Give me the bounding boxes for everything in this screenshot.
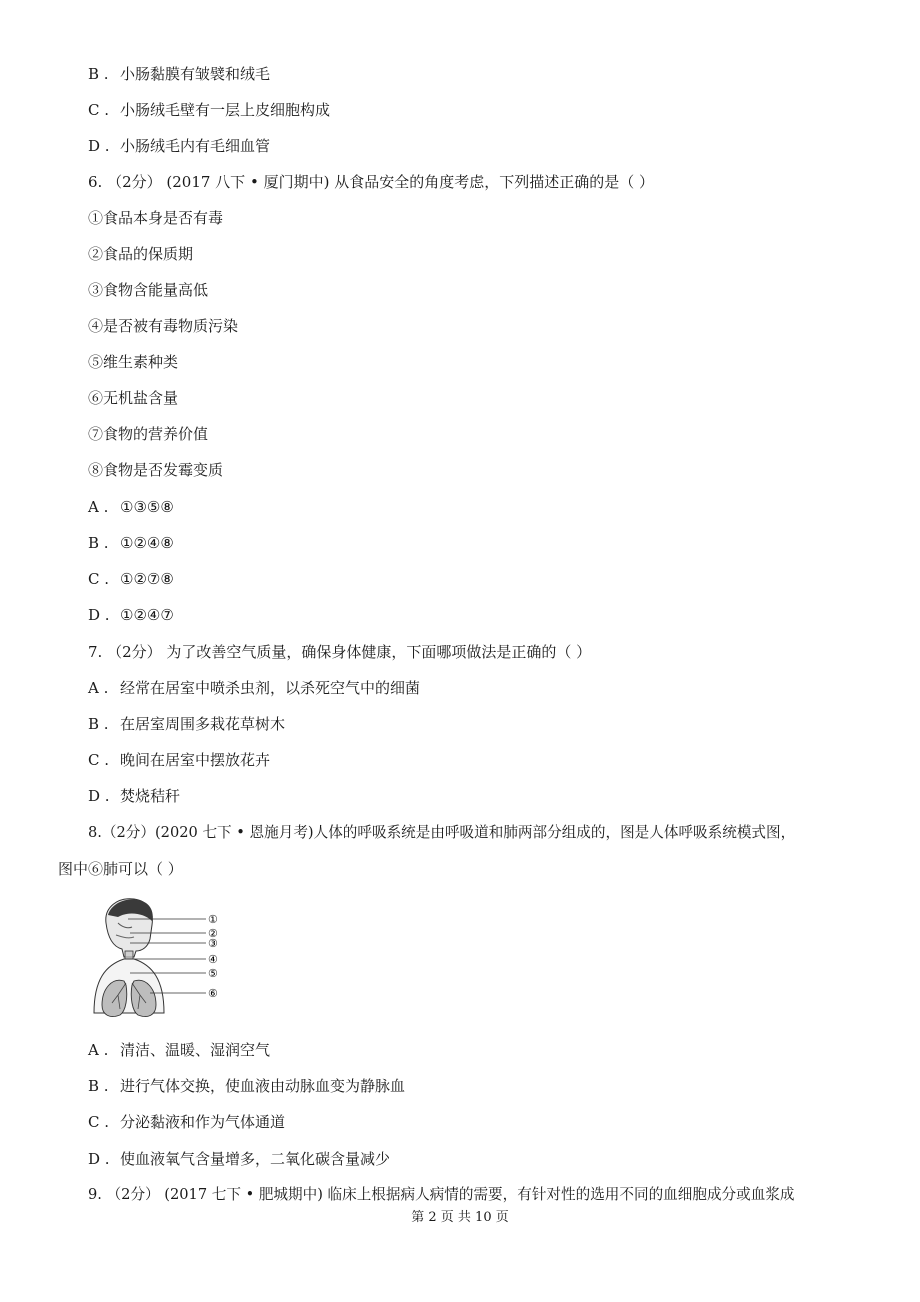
q5-option-b: B . 小肠黏膜有皱襞和绒毛	[88, 65, 271, 83]
q8-option-b: B . 进行气体交换，使血液由动脉血变为静脉血	[88, 1077, 406, 1095]
q7-option-b: B . 在居室周围多栽花草树木	[88, 715, 286, 733]
figure-label-2: ②	[208, 927, 218, 940]
q6-item: ⑥无机盐含量	[88, 389, 179, 407]
q6-item: ⑧食物是否发霉变质	[88, 461, 224, 479]
q5-option-c: C . 小肠绒毛壁有一层上皮细胞构成	[88, 101, 331, 119]
q7-option-c: C . 晚间在居室中摆放花卉	[88, 751, 271, 769]
q8-stem-line2: 图中⑥肺可以（ ）	[58, 860, 183, 878]
q8-option-c: C . 分泌黏液和作为气体通道	[88, 1113, 286, 1131]
q6-option-b: B . ①②④⑧	[88, 534, 174, 552]
q7-option-a: A . 经常在居室中喷杀虫剂，以杀死空气中的细菌	[88, 679, 421, 697]
figure-label-4: ④	[208, 953, 218, 966]
figure-label-1: ①	[208, 913, 218, 926]
figure-label-6: ⑥	[208, 987, 218, 1000]
q8-option-d: D . 使血液氧气含量增多，二氧化碳含量减少	[88, 1150, 391, 1168]
q8-stem-line1: 8.（2分）(2020 七下 • 恩施月考)人体的呼吸系统是由呼吸道和肺两部分组成的，图是人体呼吸系统模式图，	[88, 824, 796, 841]
respiratory-diagram	[88, 893, 228, 1025]
q7-stem: 7. （2分） 为了改善空气质量，确保身体健康，下面哪项做法是正确的（ ）	[88, 643, 592, 661]
q6-item: ③食物含能量高低	[88, 281, 209, 299]
figure-label-5: ⑤	[208, 967, 218, 980]
page-footer: 第 2 页 共 10 页	[411, 1210, 509, 1225]
figure-label-3: ③	[208, 937, 218, 950]
q6-item: ⑦食物的营养价值	[88, 425, 209, 443]
q5-option-d: D . 小肠绒毛内有毛细血管	[88, 137, 271, 155]
q7-option-d: D . 焚烧秸秆	[88, 787, 181, 805]
q8-option-a: A . 清洁、温暖、湿润空气	[88, 1041, 271, 1059]
q6-stem: 6. （2分） (2017 八下 • 厦门期中) 从食品安全的角度考虑，下列描述正确的是（ ）	[88, 173, 654, 191]
respiratory-system-figure	[88, 893, 228, 1025]
q6-item: ⑤维生素种类	[88, 353, 179, 371]
q9-stem: 9. （2分） (2017 七下 • 肥城期中) 临床上根据病人病情的需要，有针对性的选用不同的血细胞成分或血浆成	[88, 1186, 795, 1203]
q6-item: ①食品本身是否有毒	[88, 209, 224, 227]
q6-option-c: C . ①②⑦⑧	[88, 570, 174, 588]
q6-item: ④是否被有毒物质污染	[88, 317, 239, 335]
q6-option-a: A . ①③⑤⑧	[88, 498, 174, 516]
q6-item: ②食品的保质期	[88, 245, 194, 263]
q6-option-d: D . ①②④⑦	[88, 606, 174, 624]
